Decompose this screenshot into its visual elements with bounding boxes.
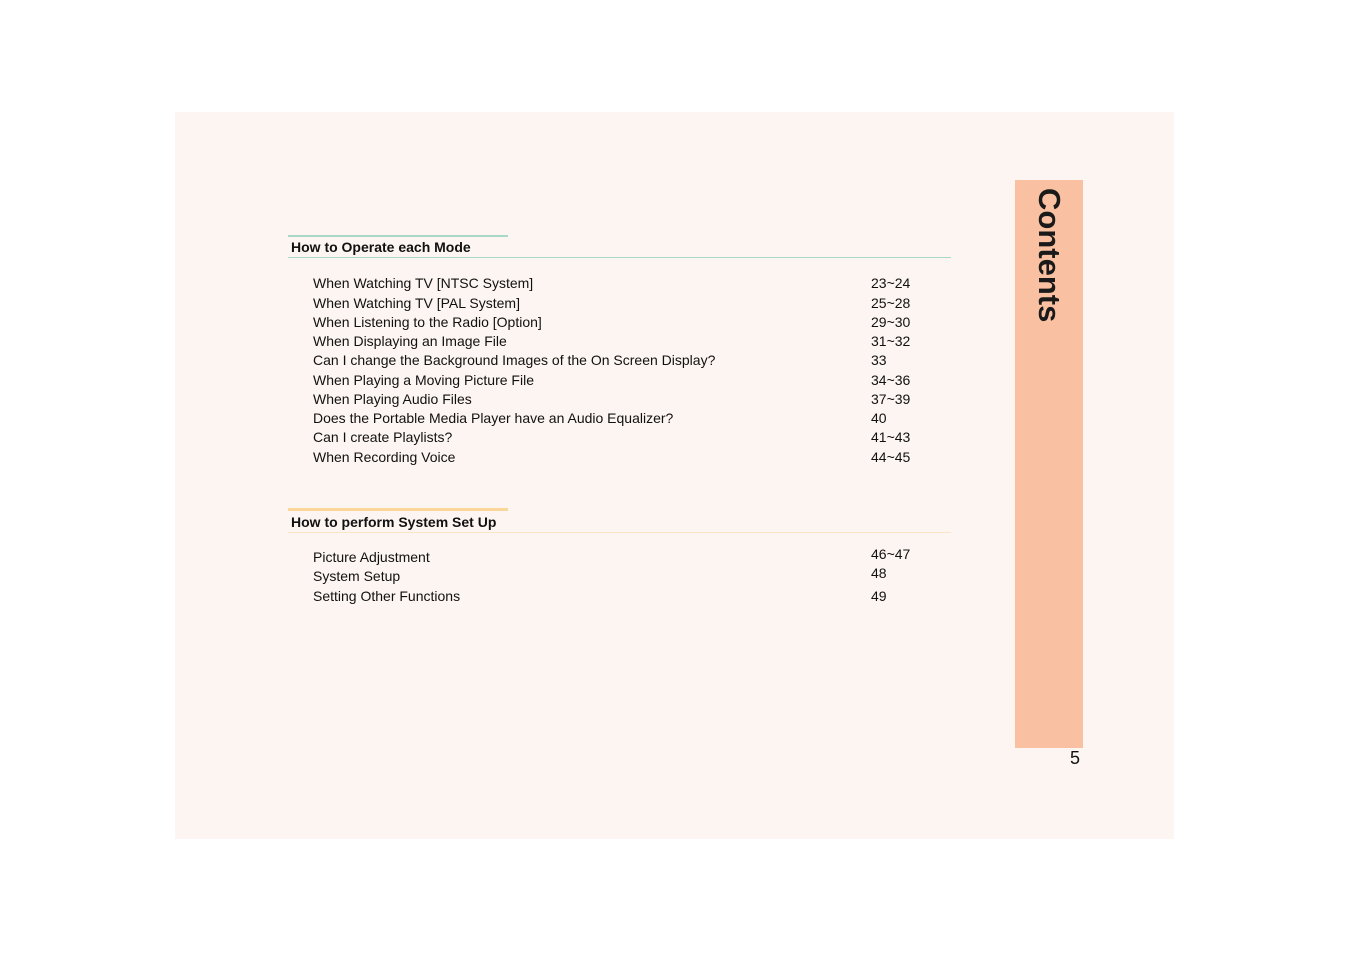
toc-page: 49 (871, 588, 887, 604)
toc-item[interactable]: When Watching TV [NTSC System] (313, 275, 534, 291)
toc-item[interactable]: Can I create Playlists? (313, 429, 453, 445)
toc-item[interactable]: When Displaying an Image File (313, 333, 507, 349)
toc-item[interactable]: When Recording Voice (313, 449, 456, 465)
toc-page: 41~43 (871, 429, 911, 445)
toc-item[interactable]: Picture Adjustment (313, 549, 430, 565)
toc-item[interactable]: Does the Portable Media Player have an Audio Equalizer? (313, 410, 674, 426)
toc-page: 29~30 (871, 314, 911, 330)
toc-item[interactable]: When Watching TV [PAL System] (313, 295, 520, 311)
toc-page: 23~24 (871, 275, 911, 291)
toc-page: 40 (871, 410, 887, 426)
contents-sidebar (1015, 180, 1083, 748)
toc-item[interactable]: When Listening to the Radio [Option] (313, 314, 542, 330)
toc-page: 44~45 (871, 449, 911, 465)
toc-page: 48 (871, 565, 887, 581)
toc-page: 34~36 (871, 372, 911, 388)
toc-page: 31~32 (871, 333, 911, 349)
section-2-accent-line (288, 508, 508, 511)
toc-page: 46~47 (871, 546, 911, 562)
section-1-accent-line (288, 235, 508, 237)
section-2-rule (288, 532, 951, 533)
section-1-rule (288, 257, 951, 258)
section-2-title: How to perform System Set Up (291, 514, 497, 530)
toc-item[interactable]: When Playing Audio Files (313, 391, 472, 407)
toc-page: 37~39 (871, 391, 911, 407)
page-number: 5 (1070, 748, 1081, 768)
toc-page: 33 (871, 352, 887, 368)
section-1-title: How to Operate each Mode (291, 239, 471, 255)
toc-page: 25~28 (871, 295, 911, 311)
toc-item[interactable]: Setting Other Functions (313, 588, 461, 604)
toc-item[interactable]: When Playing a Moving Picture File (313, 372, 534, 388)
sidebar-title: Contents (1032, 188, 1067, 323)
toc-item[interactable]: System Setup (313, 568, 401, 584)
toc-item[interactable]: Can I change the Background Images of the On Screen Display? (313, 352, 716, 368)
